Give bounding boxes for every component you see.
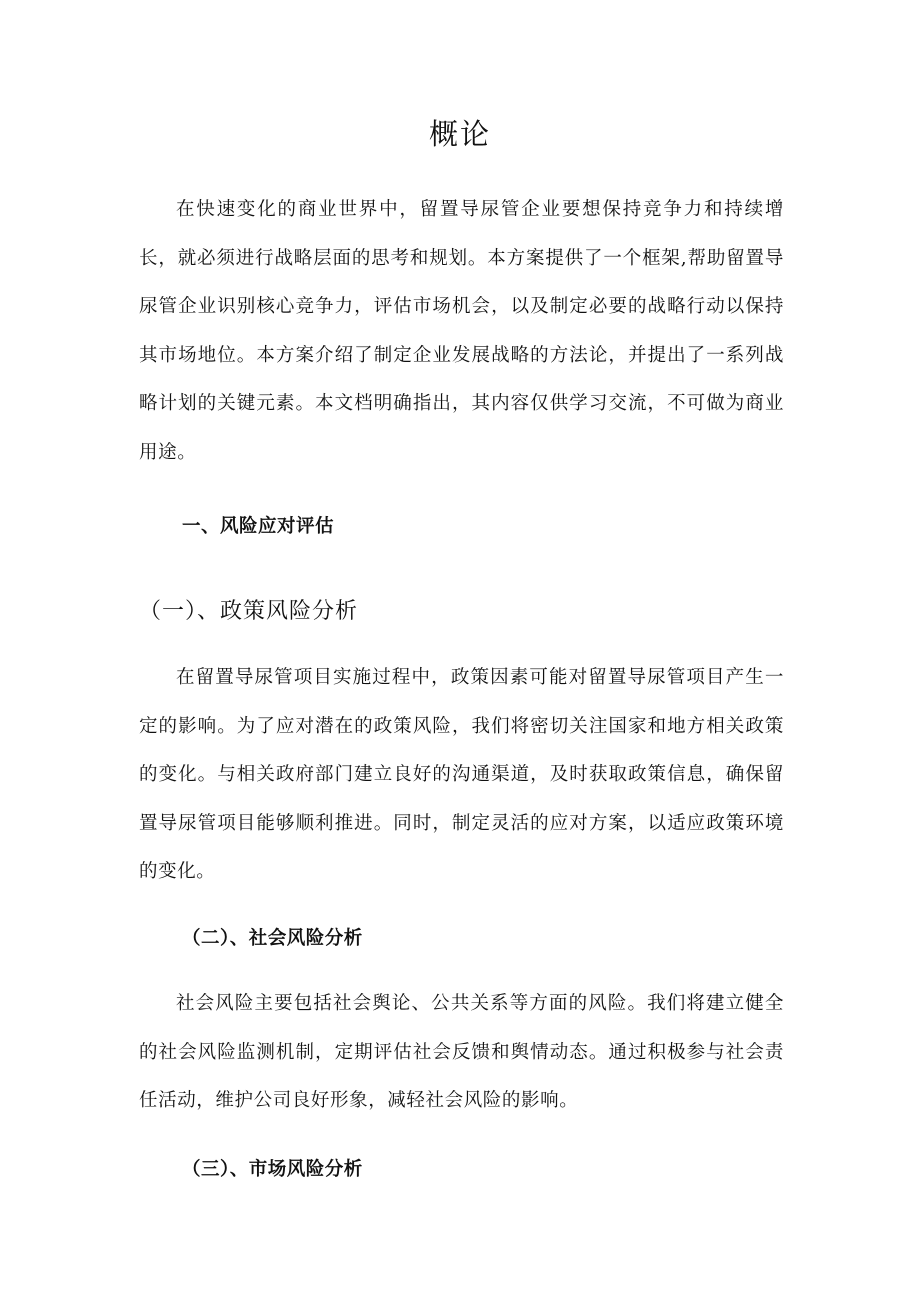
social-risk-paragraph: 社会风险主要包括社会舆论、公共关系等方面的风险。我们将建立健全的社会风险监测机制，定期评估社会反馈和舆情动态。通过积极参与社会责任活动，维护公司良好形象，减轻社会风险的影响。 (139, 993, 784, 1111)
document-title: 概论 (428, 117, 491, 151)
subsection-heading-policy-risk: （一）、政策风险分析 (139, 599, 359, 624)
section-heading-risk-assessment: 一、风险应对评估 (182, 516, 335, 537)
subsection-heading-social-risk: （二）、社会风险分析 (182, 928, 363, 949)
intro-paragraph: 在快速变化的商业世界中，留置导尿管企业要想保持竞争力和持续增长，就必须进行战略层面的思考和规划。本方案提供了一个框架,帮助留置导尿管企业识别核心竞争力，评估市场机会，以及制定必要的战略行动以保持其市场地位。本方案介绍了制定企业发展战略的方法论，并提出了一系列战略计划的关键元素。本文档明确指出，其内容仅供学习交流，不可做为商业用途。 (139, 199, 784, 463)
subsection-heading-market-risk: （三）、市场风险分析 (182, 1159, 363, 1180)
policy-risk-paragraph: 在留置导尿管项目实施过程中，政策因素可能对留置导尿管项目产生一定的影响。为了应对潜在的政策风险，我们将密切关注国家和地方相关政策的变化。与相关政府部门建立良好的沟通渠道，及时获取政策信息，确保留置导尿管项目能够顺利推进。同时，制定灵活的应对方案，以适应政策环境的变化。 (139, 667, 784, 882)
